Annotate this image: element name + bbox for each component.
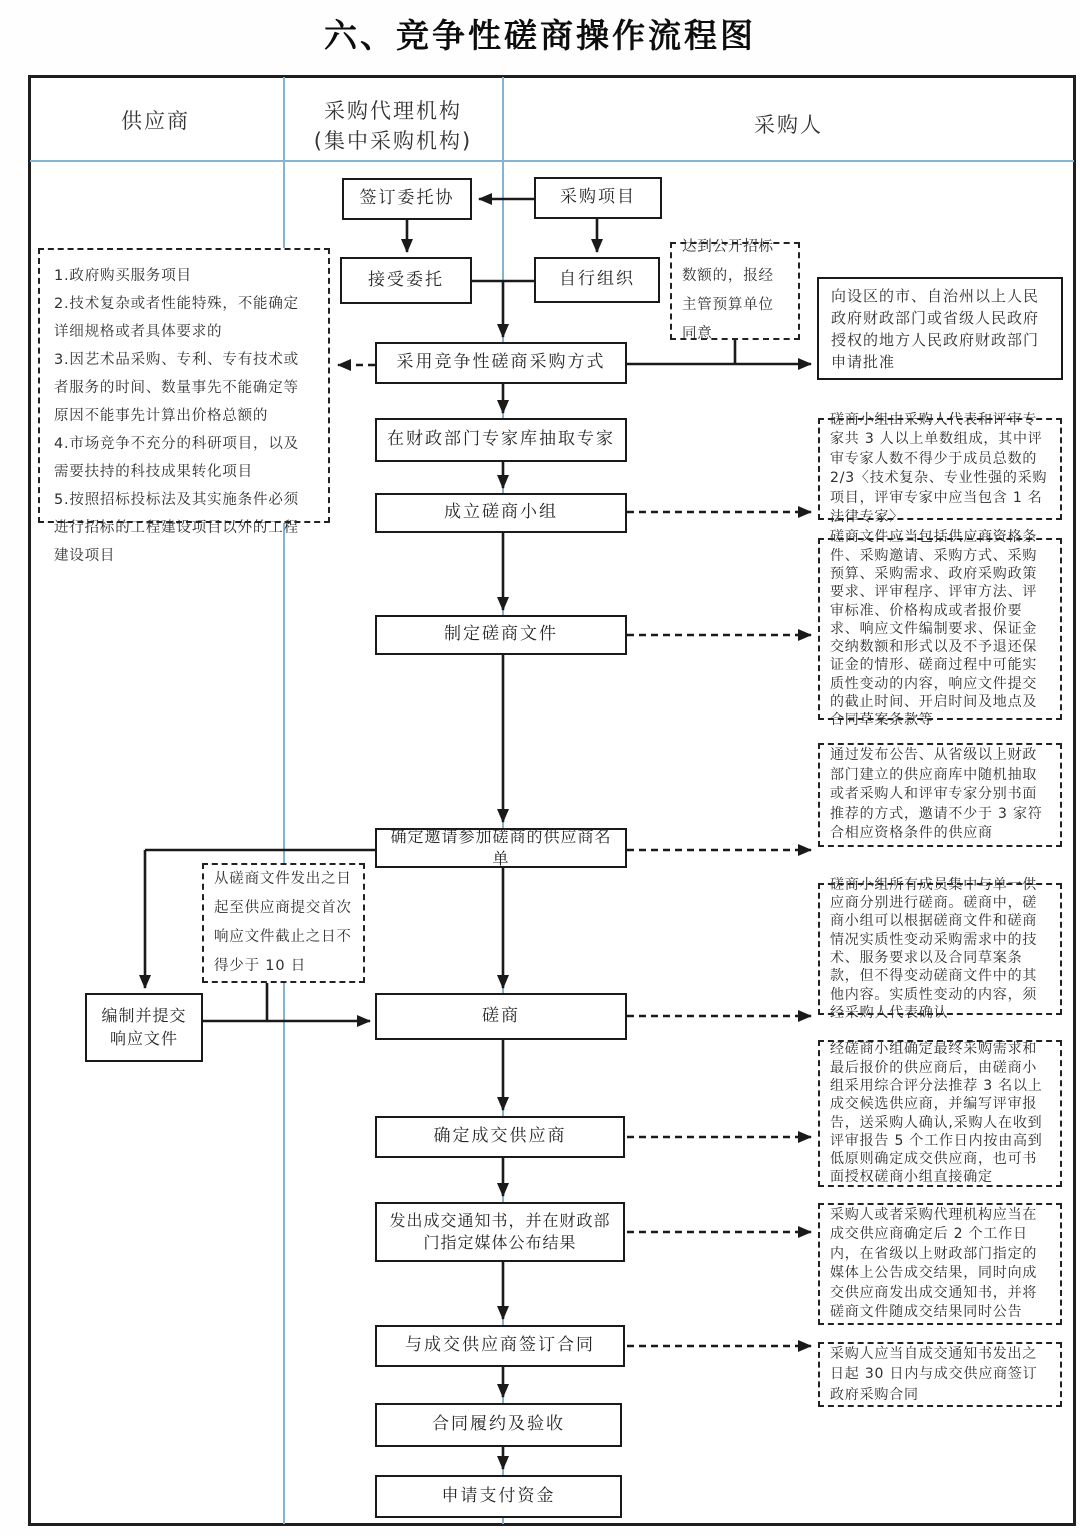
- lane-label-agency-line2: (集中采购机构): [313, 129, 473, 153]
- note-group-composition: 磋商小组由采购人代表和评审专家共 3 人以上单数组成，其中评审专家人数不得少于成员总数的 2/3〈技术复杂、专业性强的采购项目，评审专家中应当包含 1 名法律专家〉: [818, 418, 1062, 520]
- node-sign-contract: 与成交供应商签订合同: [375, 1325, 625, 1367]
- note-announcement-rule: 采购人或者采购代理机构应当在成交供应商确定后 2 个工作日内，在省级以上财政部门指定的媒体上公告成交结果，同时向成交供应商发出成交通知书，并将磋商文件随成交结果同时公告: [818, 1203, 1062, 1325]
- node-make-docs: 制定磋商文件: [375, 615, 627, 655]
- node-supplier-list: 确定邀请参加磋商的供应商名单: [375, 828, 627, 868]
- condition-item: 1.政府购买服务项目: [54, 268, 192, 284]
- node-form-group: 成立磋商小组: [375, 493, 627, 533]
- note-applicable-conditions: [38, 248, 330, 564]
- node-consultation: 磋商: [375, 993, 627, 1040]
- node-prepare-response: 编制并提交响应文件: [85, 993, 203, 1062]
- lane-label-supplier: 供应商: [121, 109, 190, 133]
- node-sign-agreement: 签订委托协: [342, 178, 472, 220]
- node-apply-payment: 申请支付资金: [375, 1475, 622, 1518]
- node-confirm-supplier: 确定成交供应商: [375, 1116, 625, 1158]
- lane-label-agency-line1: 采购代理机构: [324, 99, 462, 123]
- note-confirmation-rule: 经磋商小组确定最终采购需求和最后报价的供应商后，由磋商小组采用综合评分法推荐 3 名以上成交候选供应商，并编写评审报告，送采购人确认,采购人在收到评审报告 5 个工作日内按由高到低原则确定成交供应商，也可书面授权磋商小组直接确定: [818, 1040, 1062, 1187]
- note-approval-request: 向设区的市、自治州以上人民政府财政部门或省级人民政府授权的地方人民政府财政部门申请批准: [817, 277, 1063, 380]
- condition-item: 5.按照招标投标法及其实施条件必须进行招标的工程建设项目以外的工程建设项目: [54, 492, 299, 564]
- lane-label-purchaser: 采购人: [754, 113, 823, 137]
- node-adopt-method: 采用竞争性磋商采购方式: [375, 342, 627, 384]
- node-accept-entrustment: 接受委托: [340, 257, 472, 304]
- lane-label-agency: [284, 96, 502, 156]
- note-response-deadline: 从磋商文件发出之日起至供应商提交首次响应文件截止之日不得少于 10 日: [202, 863, 365, 983]
- node-contract-performance: 合同履约及验收: [375, 1403, 622, 1447]
- node-self-organize: 自行组织: [534, 257, 660, 303]
- note-consultation-rule: 磋商小组所有成员集中与单一供应商分别进行磋商。磋商中，磋商小组可以根据磋商文件和磋商情况实质性变动采购需求中的技术、服务要求以及合同草案条款，但不得变动磋商文件中的其他内容。实质性变动的内容，须经采购人代表确认: [818, 883, 1062, 1015]
- note-invite-method: 通过发布公告、从省级以上财政部门建立的供应商库中随机抽取或者采购人和评审专家分别书面推荐的方式，邀请不少于 3 家符合相应资格条件的供应商: [818, 743, 1062, 847]
- node-procurement-project: 采购项目: [534, 177, 662, 219]
- condition-item: 4.市场竞争不充分的科研项目，以及需要扶持的科技成果转化项目: [54, 436, 299, 480]
- condition-item: 3.因艺术品采购、专利、专有技术或者服务的时间、数量事先不能确定等原因不能事先计算出价格总额的: [54, 352, 299, 424]
- note-docs-requirements: 磋商文件应当包括供应商资格条件、采购邀请、采购方式、采购预算、采购需求、政府采购政策要求、评审程序、评审方法、评审标准、价格构成或者报价要求、响应文件编制要求、保证金交纳数额和形式以及不予退还保证金的情形、磋商过程中可能实质性变动的内容，响应文件提交的截止时间、开启时间及地点及合同草案条款等: [818, 538, 1062, 720]
- note-public-tender-threshold: 达到公开招标数额的，报经主管预算单位同意: [670, 242, 800, 340]
- node-issue-notice: 发出成交通知书，并在财政部门指定媒体公布结果: [375, 1202, 625, 1262]
- note-contract-deadline: 采购人应当自成交通知书发出之日起 30 日内与成交供应商签订政府采购合同: [818, 1342, 1062, 1407]
- page-title: 六、竞争性磋商操作流程图: [324, 16, 756, 55]
- node-extract-experts: 在财政部门专家库抽取专家: [375, 418, 627, 462]
- condition-item: 2.技术复杂或者性能特殊，不能确定详细规格或者具体要求的: [54, 296, 299, 340]
